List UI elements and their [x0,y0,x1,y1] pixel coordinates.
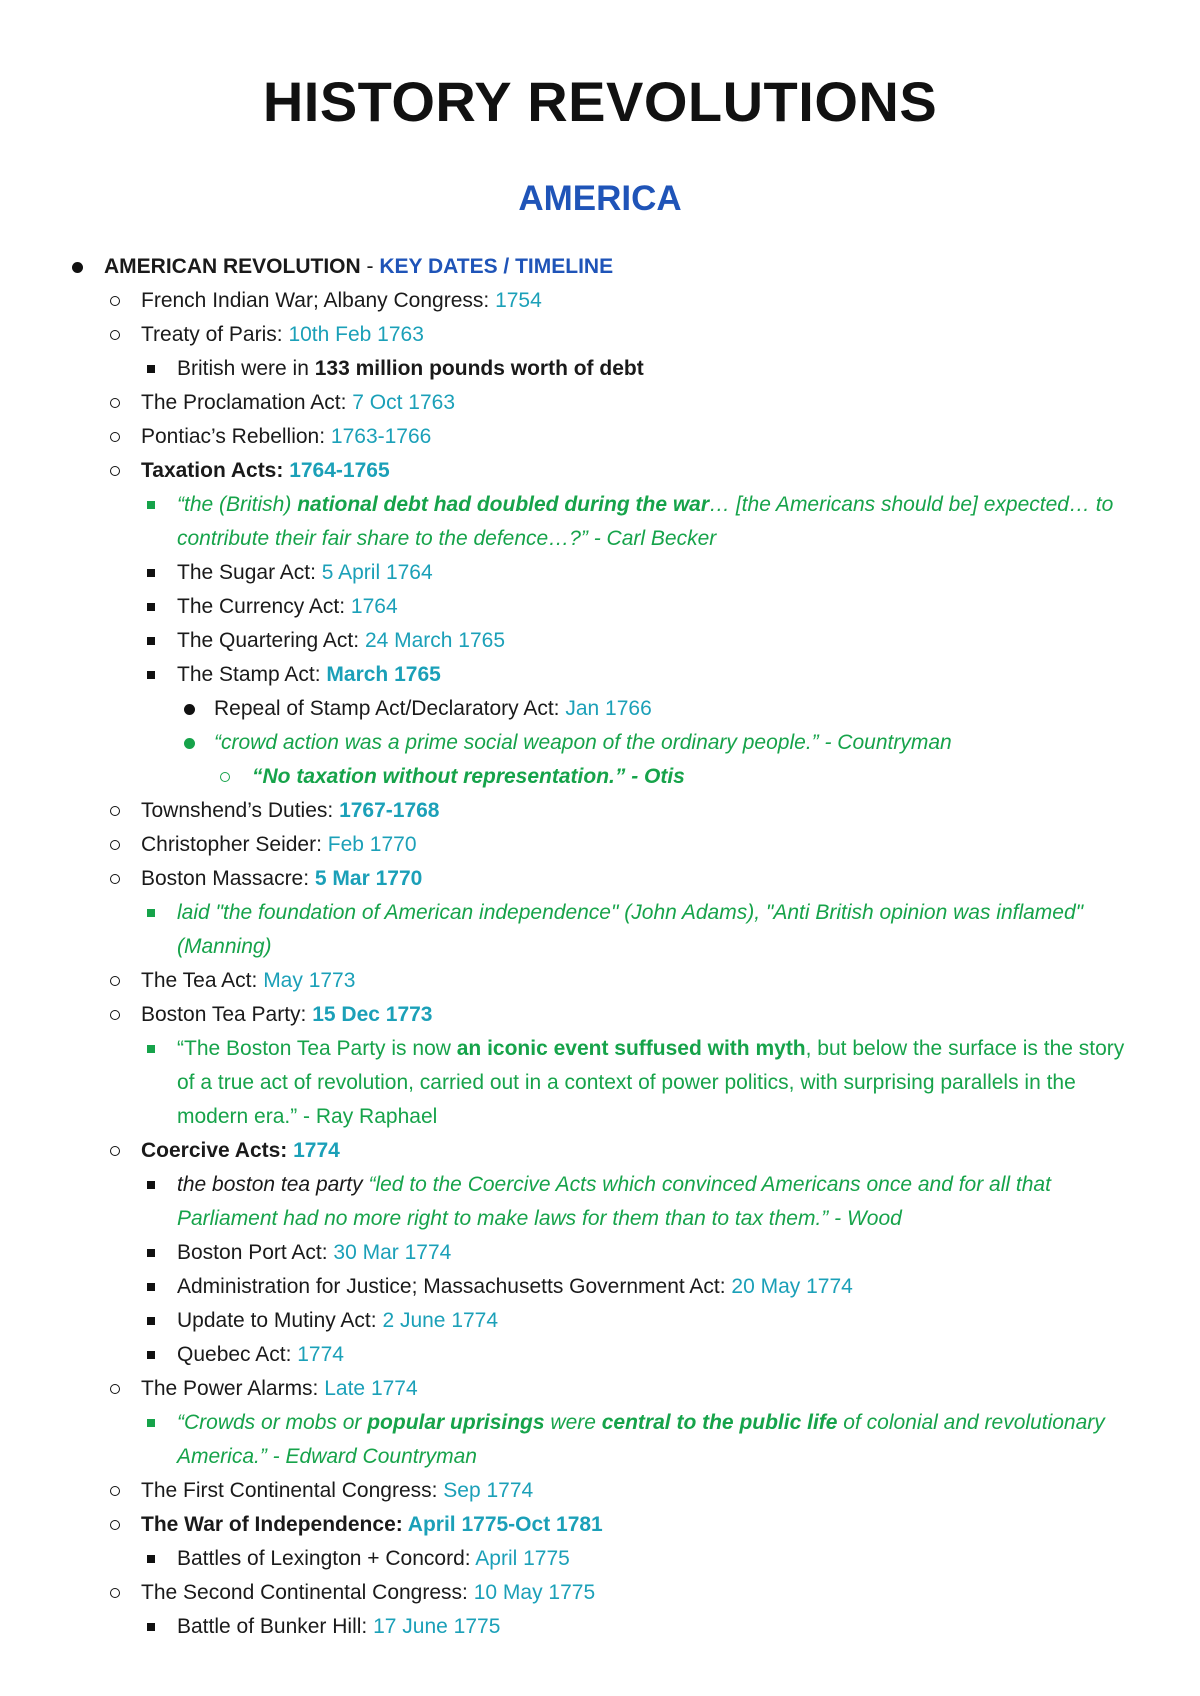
list-item: Battles of Lexington + Concord: April 1775 [0,1542,1200,1576]
list-item: Quebec Act: 1774 [0,1338,1200,1372]
list-item: French Indian War; Albany Congress: 1754 [0,284,1200,318]
quote-item: laid "the foundation of American independence" (John Adams), "Anti British opinion was inflamed" (Manning) [0,896,1200,964]
bullet-icon [147,1351,155,1359]
bullet-icon [184,738,195,749]
list-item: Treaty of Paris: 10th Feb 1763 [0,318,1200,352]
bullet-icon [110,806,120,816]
bullet-icon [110,398,120,408]
quote-item: “No taxation without representation.” - Otis [0,760,1200,794]
quote-item: “crowd action was a prime social weapon of the ordinary people.” - Countryman [0,726,1200,760]
topic-subtitle: KEY DATES / TIMELINE [379,255,614,278]
list-item: The Proclamation Act: 7 Oct 1763 [0,386,1200,420]
list-item: Boston Port Act: 30 Mar 1774 [0,1236,1200,1270]
bullet-icon [110,330,120,340]
list-item: Christopher Seider: Feb 1770 [0,828,1200,862]
list-item: The Stamp Act: March 1765 [0,658,1200,692]
list-item: The First Continental Congress: Sep 1774 [0,1474,1200,1508]
bullet-icon [110,976,120,986]
page-title: HISTORY REVOLUTIONS [262,70,938,133]
list-item: The Second Continental Congress: 10 May 1775 [0,1576,1200,1610]
bullet-icon [220,772,230,782]
quote-item: “Crowds or mobs or popular uprisings were central to the public life of colonial and revolutionary America.” - Edward Countryman [0,1406,1200,1474]
bullet-icon [147,603,155,611]
quote-item: “The Boston Tea Party is now an iconic event suffused with myth, but below the surface is the story of a true act of revolution, carried out in a context of power politics, with surprising parallels in the modern era.” - Ray Raphael [0,1032,1200,1134]
bullet-icon [147,637,155,645]
quote-item: “the (British) national debt had doubled during the war… [the Americans should be] expected… to contribute their fair share to the defence…?” - Carl Becker [0,488,1200,556]
list-item: Coercive Acts: 1774 [0,1134,1200,1168]
bullet-icon [147,1181,155,1189]
bullet-icon [147,365,155,373]
list-item: Boston Massacre: 5 Mar 1770 [0,862,1200,896]
bullet-icon [110,1588,120,1598]
list-item: Administration for Justice; Massachusetts Government Act: 20 May 1774 [0,1270,1200,1304]
list-item: The Power Alarms: Late 1774 [0,1372,1200,1406]
list-item: Townshend’s Duties: 1767-1768 [0,794,1200,828]
timeline-list [0,250,1200,1644]
bullet-icon [110,1520,120,1530]
bullet-icon [147,1283,155,1291]
bullet-icon [184,704,195,715]
bullet-icon [110,1384,120,1394]
list-item: Battle of Bunker Hill: 17 June 1775 [0,1610,1200,1644]
list-item: Update to Mutiny Act: 2 June 1774 [0,1304,1200,1338]
list-item: Repeal of Stamp Act/Declaratory Act: Jan 1766 [0,692,1200,726]
bullet-icon [110,1486,120,1496]
bullet-icon [110,1010,120,1020]
list-item: The Tea Act: May 1773 [0,964,1200,998]
bullet-icon [147,909,155,917]
list-item-topic: AMERICAN REVOLUTION - KEY DATES / TIMELINE [0,250,1200,284]
list-item: Pontiac’s Rebellion: 1763-1766 [0,420,1200,454]
bullet-icon [147,1555,155,1563]
bullet-icon [147,671,155,679]
bullet-icon [147,1317,155,1325]
bullet-icon [147,501,155,509]
bullet-icon [147,1045,155,1053]
list-item: Boston Tea Party: 15 Dec 1773 [0,998,1200,1032]
bullet-icon [110,296,120,306]
quote-item: the boston tea party “led to the Coercive Acts which convinced Americans once and for all that Parliament had no more right to make laws for them than to tax them.” - Wood [0,1168,1200,1236]
bullet-icon [72,262,83,273]
bullet-icon [147,569,155,577]
list-item: The Sugar Act: 5 April 1764 [0,556,1200,590]
bullet-icon [110,840,120,850]
list-item: The Quartering Act: 24 March 1765 [0,624,1200,658]
bullet-icon [147,1249,155,1257]
bullet-icon [110,466,120,476]
list-item: The War of Independence: April 1775-Oct 1781 [0,1508,1200,1542]
list-item: British were in 133 million pounds worth of debt [0,352,1200,386]
bullet-icon [110,432,120,442]
bullet-icon [110,1146,120,1156]
list-item: Taxation Acts: 1764-1765 [0,454,1200,488]
bullet-icon [147,1623,155,1631]
list-item: The Currency Act: 1764 [0,590,1200,624]
bullet-icon [110,874,120,884]
section-heading: AMERICA [518,179,682,218]
bullet-icon [147,1419,155,1427]
